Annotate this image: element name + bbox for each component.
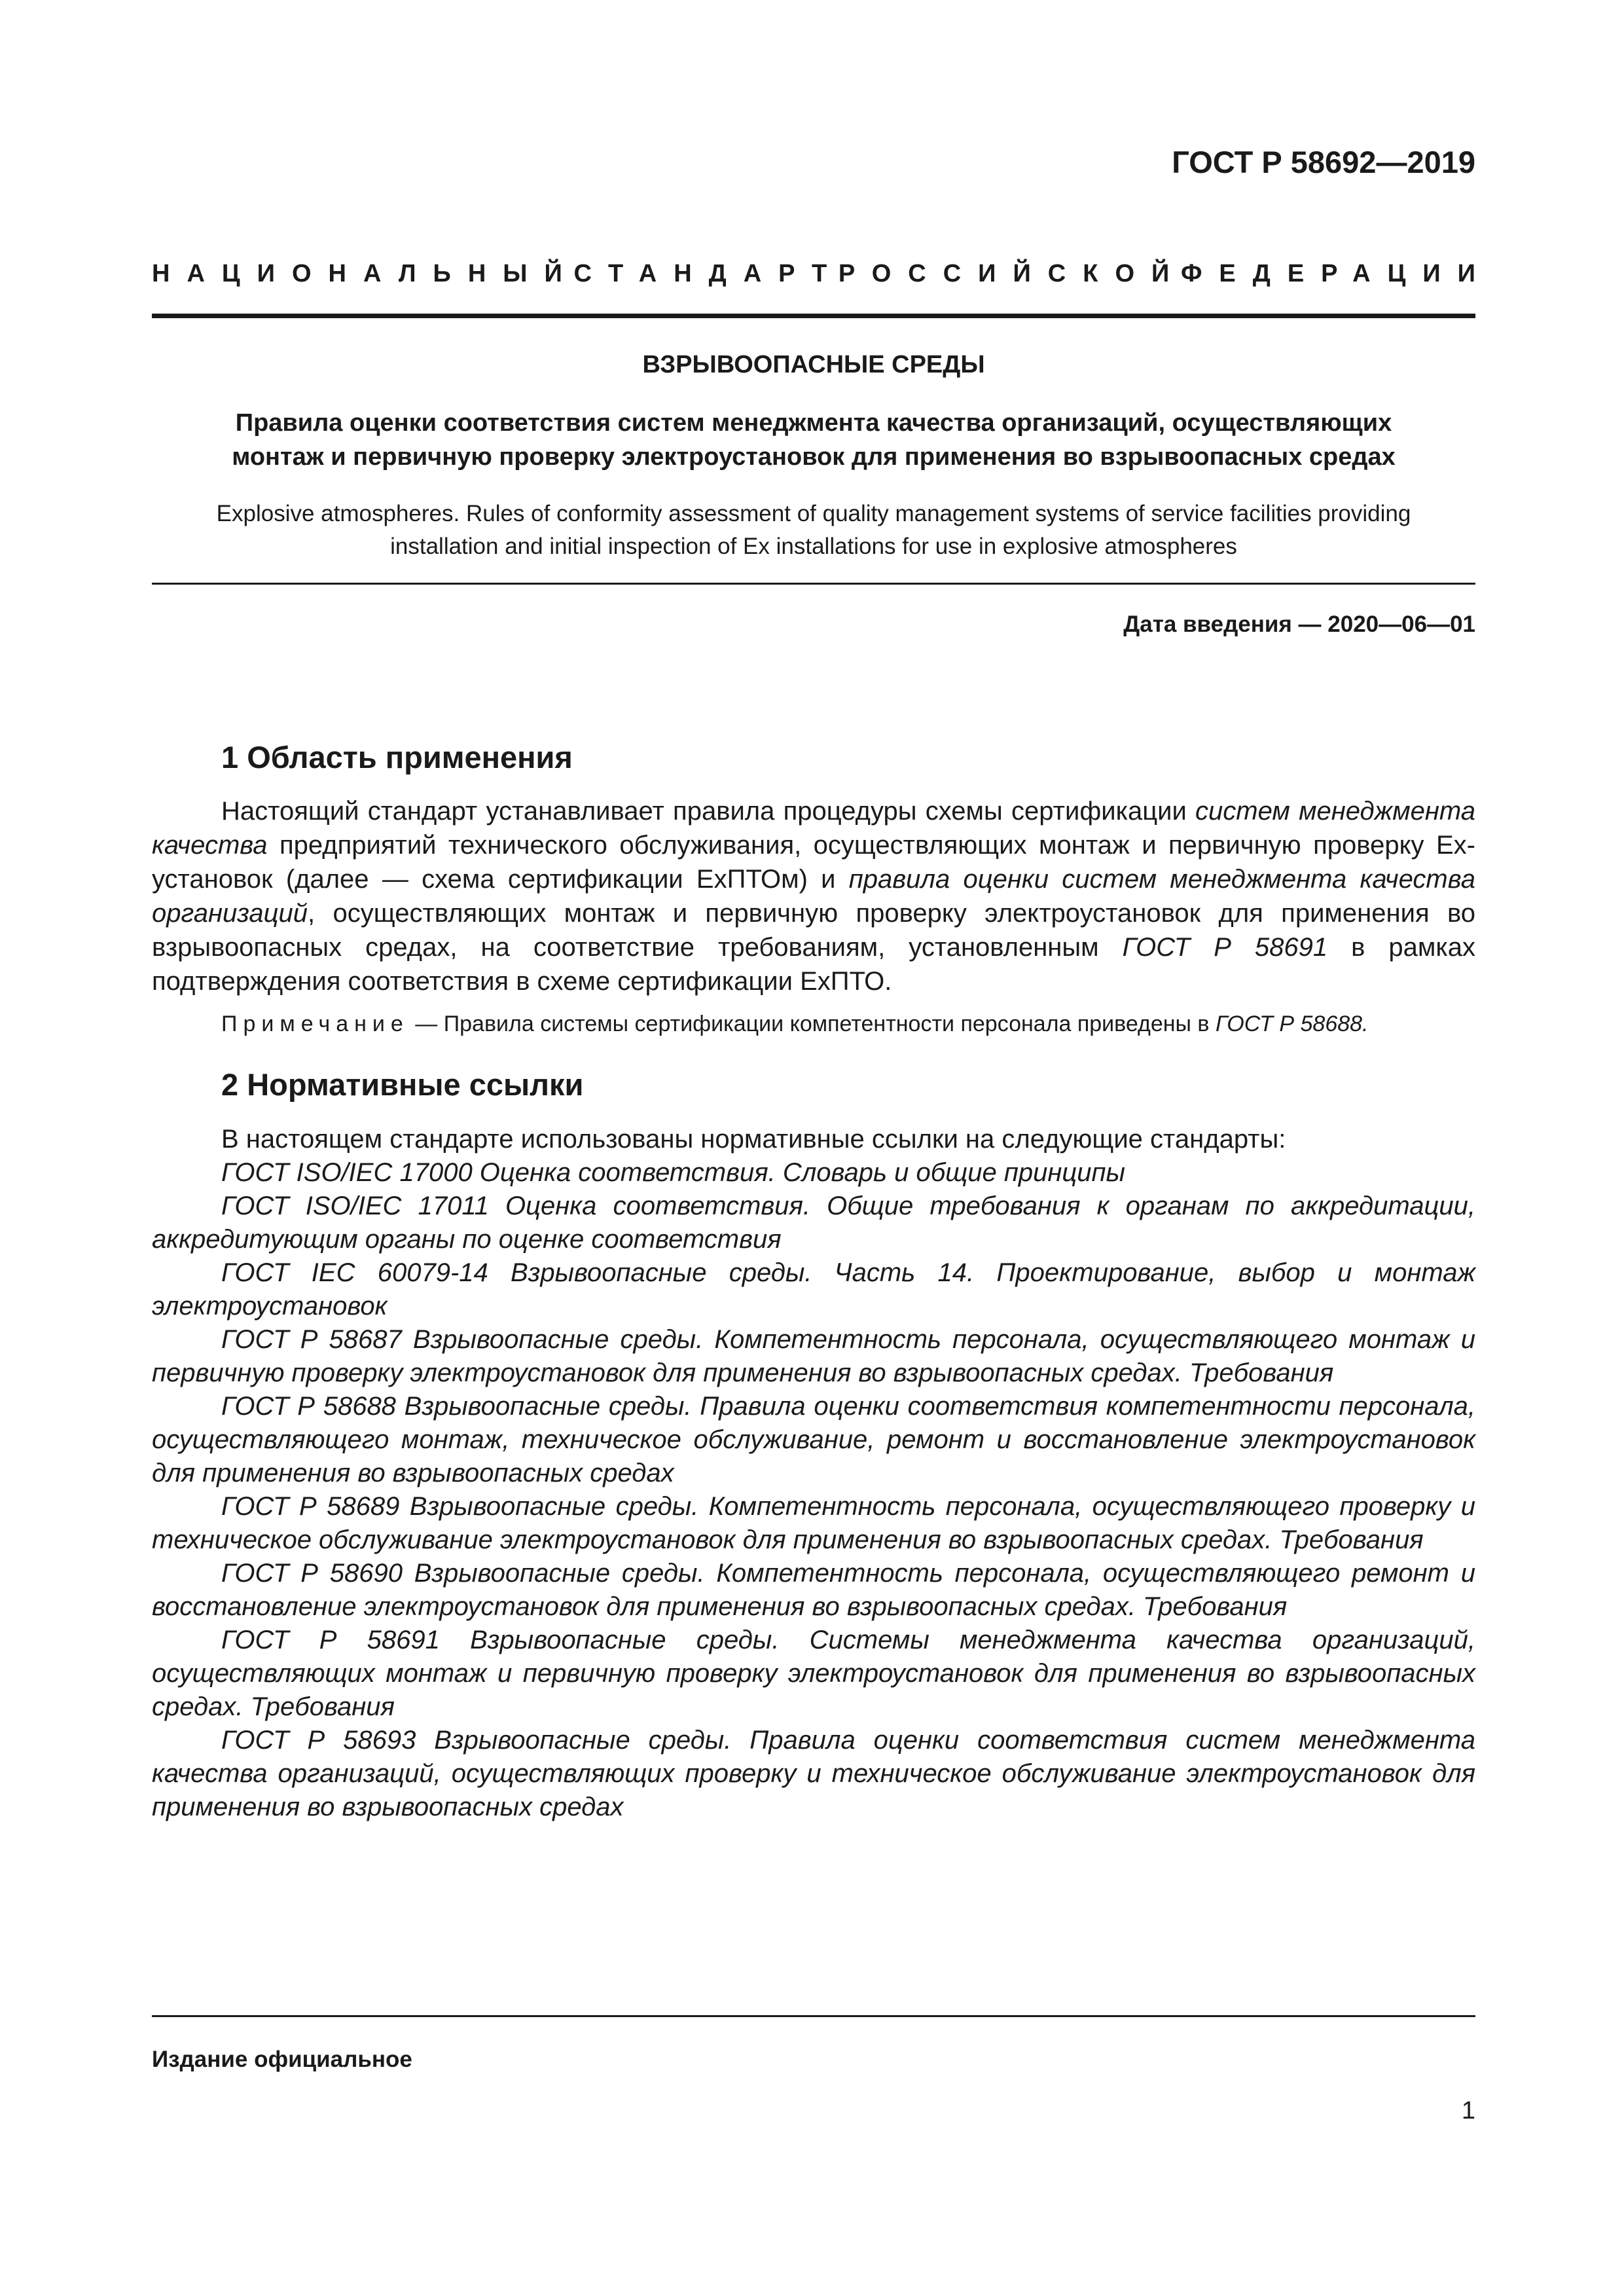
- national-title-word: РОССИЙСКОЙ: [838, 260, 1187, 287]
- italic-term: правила оценки систем менеджмента качества организаций: [152, 865, 1475, 928]
- national-standard-title: [152, 259, 1492, 289]
- references-list: [152, 1156, 1475, 1824]
- italic-reference: ГОСТ Р 58691: [1122, 933, 1328, 962]
- document-body: [152, 143, 1492, 1824]
- scope-note: [152, 1009, 1475, 1039]
- italic-term: систем менеджмента качества: [152, 797, 1475, 860]
- reference-item: ГОСТ Р 58691 Взрывоопасные среды. Системы менеджмента качества организаций, осуществляющих монтаж и первичную проверку электроустановок для применения во взрывоопасных средах. Требования: [152, 1626, 1475, 1721]
- reference-item: ГОСТ Р 58687 Взрывоопасные среды. Компетентность персонала, осуществляющего монтаж и первичную проверку электроустановок для применения во взрывоопасных средах. Требования: [152, 1325, 1475, 1387]
- document-number: ГОСТ Р 58692—2019: [1172, 145, 1475, 179]
- national-title-word: НАЦИОНАЛЬНЫЙ: [152, 260, 579, 287]
- subtitle-line: Правила оценки соответствия систем менеджмента качества организаций, осуществляющих: [235, 409, 1392, 437]
- reference-item: ГОСТ Р 58688 Взрывоопасные среды. Правила оценки соответствия компетентности персонала, осуществляющего монтаж, техническое обслуживание, ремонт и восстановление электроустановок для применения во взрывоопасных средах: [152, 1392, 1475, 1487]
- section-heading-references: 2 Нормативные ссылки: [221, 1067, 584, 1102]
- text-run: , осуществляющих монтаж и первичную проверку электроустановок для применения во взрывоопасных средах, на соответствие требованиям, установленным: [152, 899, 1475, 962]
- document-title: ВЗРЫВООПАСНЫЕ СРЕДЫ: [642, 351, 985, 378]
- reference-item: ГОСТ Р 58689 Взрывоопасные среды. Компетентность персонала, осуществляющего проверку и техническое обслуживание электроустановок для применения во взрывоопасных средах. Требования: [152, 1492, 1475, 1554]
- effective-date: Дата введения — 2020—06—01: [1123, 611, 1475, 637]
- reference-item: ГОСТ Р 58693 Взрывоопасные среды. Правила оценки соответствия систем менеджмента качества организаций, осуществляющих проверку и техническое обслуживание электроустановок для применения во взрывоопасных средах: [152, 1726, 1475, 1821]
- english-title-line: Explosive atmospheres. Rules of conformity assessment of quality management systems of service facilities providing: [216, 501, 1411, 526]
- reference-item: ГОСТ Р 58690 Взрывоопасные среды. Компетентность персонала, осуществляющего ремонт и восстановление электроустановок для применения во взрывоопасных средах. Требования: [152, 1559, 1475, 1621]
- english-title: [152, 498, 1475, 563]
- reference-item: ГОСТ ISO/IEC 17000 Оценка соответствия. Словарь и общие принципы: [221, 1158, 1125, 1187]
- national-title-word: ФЕДЕРАЦИИ: [1180, 260, 1492, 287]
- subtitle-line: монтаж и первичную проверку электроустановок для применения во взрывоопасных средах: [232, 443, 1396, 471]
- scope-paragraph: [152, 794, 1475, 998]
- reference-item: ГОСТ IEC 60079-14 Взрывоопасные среды. Часть 14. Проектирование, выбор и монтаж электроустановок: [152, 1258, 1475, 1321]
- english-title-line: installation and initial inspection of Ex installations for use in explosive atmospheres: [390, 534, 1237, 559]
- edition-label: Издание официальное: [152, 2047, 412, 2072]
- references-intro: В настоящем стандарте использованы нормативные ссылки на следующие стандарты:: [221, 1125, 1286, 1154]
- page-footer: [152, 2015, 1475, 2126]
- section-heading-scope: 1 Область применения: [221, 740, 573, 774]
- reference-item: ГОСТ ISO/IEC 17011 Оценка соответствия. Общие требования к органам по аккредитации, аккредитующим органы по оценке соответствия: [152, 1192, 1475, 1254]
- text-run: Настоящий стандарт устанавливает правила процедуры схемы сертификации: [221, 797, 1196, 826]
- header-divider: [152, 314, 1475, 318]
- note-label: Примечание: [221, 1011, 409, 1036]
- national-title-word: СТАНДАРТ: [573, 260, 844, 287]
- text-run: предприятий технического обслуживания, осуществляющих монтаж и первичную проверку Ex-установок (далее — схема сертификации ExПТОм) и: [152, 831, 1475, 894]
- note-reference: ГОСТ Р 58688.: [1215, 1011, 1369, 1036]
- text-run: в рамках подтверждения соответствия в схеме сертификации ExПТО.: [152, 933, 1476, 996]
- page-number: 1: [1461, 2097, 1475, 2124]
- title-divider: [152, 583, 1475, 585]
- note-text: — Правила системы сертификации компетентности персонала приведены в: [408, 1011, 1216, 1036]
- footer-divider: [152, 2015, 1475, 2017]
- document-subtitle: [152, 406, 1475, 474]
